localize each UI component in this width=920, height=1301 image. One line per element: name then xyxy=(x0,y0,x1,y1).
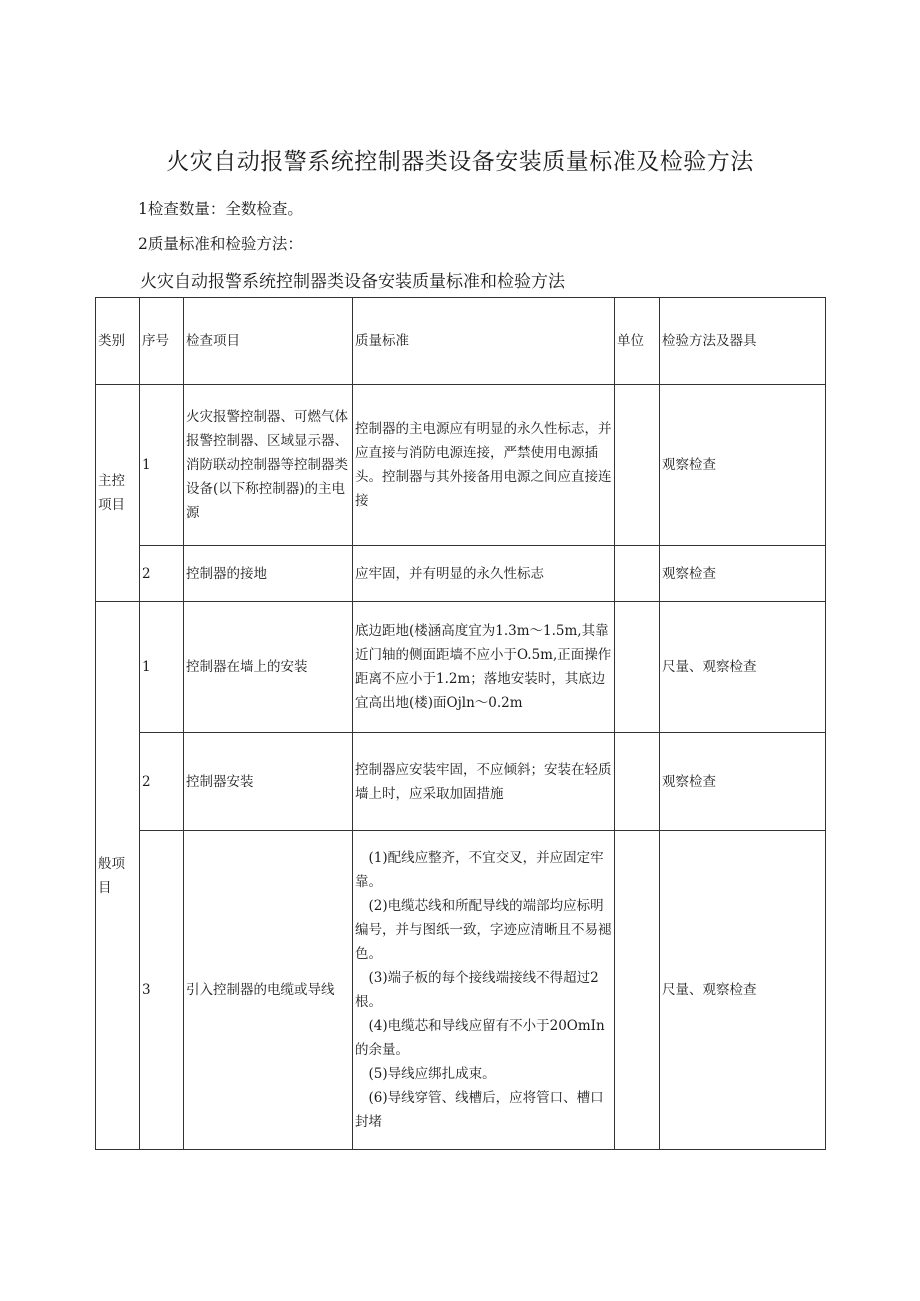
row-standard: 控制器应安装牢固，不应倾斜；安装在轻质墙上时，应采取加固措施 xyxy=(353,733,615,831)
quality-standard-heading: 2质量标准和检验方法： xyxy=(138,235,303,253)
row-seq: 3 xyxy=(140,831,184,1150)
standard-list-item: (1)配线应整齐，不宜交叉，并应固定牢靠。 xyxy=(355,850,604,890)
row-item: 火灾报警控制器、可燃气体报警控制器、区域显示器、消防联动控制器等控制器类设备(以下称控制器)的主电源 xyxy=(184,385,353,546)
table-row xyxy=(96,733,826,831)
category-main-control xyxy=(96,385,140,602)
row-item: 控制器的接地 xyxy=(184,546,353,602)
document-title: 火灾自动报警系统控制器类设备安装质量标准及检验方法 xyxy=(166,149,754,175)
header-unit: 单位 xyxy=(615,298,660,385)
table-header-row xyxy=(96,298,826,385)
row-standard: 应牢固，并有明显的永久性标志 xyxy=(353,546,615,602)
row-method: 尺量、观察检查 xyxy=(660,831,826,1150)
category-label-line: 主控 xyxy=(98,473,125,489)
row-item: 控制器在墙上的安装 xyxy=(184,602,353,733)
table-row xyxy=(96,385,826,546)
row-item: 引入控制器的电缆或导线 xyxy=(184,831,353,1150)
row-item: 控制器安装 xyxy=(184,733,353,831)
table-row xyxy=(96,546,826,602)
row-unit xyxy=(615,733,660,831)
row-unit xyxy=(615,546,660,602)
row-method: 观察检查 xyxy=(660,385,826,546)
row-unit xyxy=(615,831,660,1150)
category-general xyxy=(96,602,140,1150)
standard-list-item: (5)导线应绑扎成束。 xyxy=(368,1066,496,1082)
inspection-quantity-text: 1检查数量：全数检查。 xyxy=(138,200,303,218)
row-standard-list xyxy=(353,831,615,1150)
inspection-table xyxy=(95,297,826,1150)
row-method: 观察检查 xyxy=(660,546,826,602)
row-method: 尺量、观察检查 xyxy=(660,602,826,733)
row-seq: 1 xyxy=(140,385,184,546)
header-seq: 序号 xyxy=(140,298,184,385)
category-label-line: 目 xyxy=(98,879,112,896)
row-standard: 底边距地(楼涵高度宜为1.3m～1.5m,其靠近门轴的侧面距墙不应小于O.5m,正面操作距离不应小于1.2m；落地安装时，其底边宜高出地(楼)面Ojln～0.2m xyxy=(353,602,615,733)
row-unit xyxy=(615,385,660,546)
header-method: 检验方法及器具 xyxy=(660,298,826,385)
standard-list-item: (3)端子板的每个接线端接线不得超过2根。 xyxy=(355,970,599,1010)
category-label-line: 般项 xyxy=(98,855,125,872)
row-method: 观察检查 xyxy=(660,733,826,831)
header-standard: 质量标准 xyxy=(353,298,615,385)
row-unit xyxy=(615,602,660,733)
header-item: 检查项目 xyxy=(184,298,353,385)
table-row xyxy=(96,602,826,733)
category-label-line: 项目 xyxy=(98,497,125,513)
row-seq: 2 xyxy=(140,733,184,831)
standard-list-item: (6)导线穿管、线槽后，应将管口、槽口封堵 xyxy=(355,1090,604,1130)
table-row xyxy=(96,831,826,1150)
row-standard: 控制器的主电源应有明显的永久性标志，并应直接与消防电源连接，严禁使用电源插头。控制器与其外接备用电源之间应直接连接 xyxy=(353,385,615,546)
header-category: 类别 xyxy=(96,298,140,385)
row-seq: 1 xyxy=(140,602,184,733)
table-caption: 火灾自动报警系统控制器类设备安装质量标准和检验方法 xyxy=(140,272,565,292)
standard-list-item: (2)电缆芯线和所配导线的端部均应标明编号，并与图纸一致，字迹应清晰且不易褪色。 xyxy=(355,898,612,962)
standard-list-item: (4)电缆芯和导线应留有不小于20OmIn的余量。 xyxy=(355,1018,605,1058)
row-seq: 2 xyxy=(140,546,184,602)
